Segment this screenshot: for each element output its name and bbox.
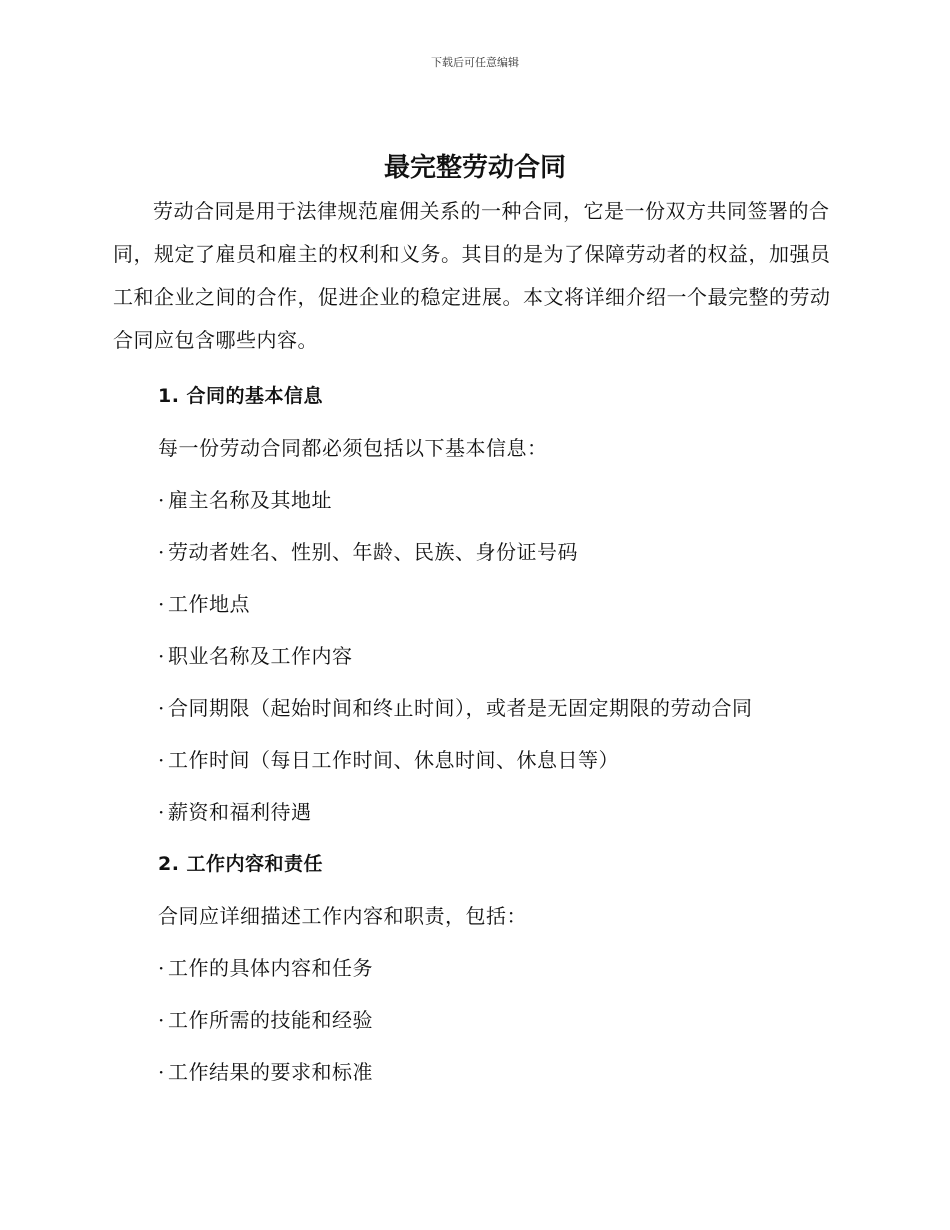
- list-item-text: 合同期限（起始时间和终止时间），或者是无固定期限的劳动合同: [168, 696, 753, 720]
- bullet-mark: ·: [158, 800, 165, 824]
- bullet-mark: ·: [158, 592, 165, 616]
- list-item: [158, 578, 858, 630]
- bullet-mark: ·: [158, 696, 165, 720]
- list-item-text: 工作地点: [168, 592, 250, 616]
- document-body: [158, 370, 858, 1098]
- bullet-mark: ·: [158, 644, 165, 668]
- list-item-text: 劳动者姓名、性别、年龄、民族、身份证号码: [168, 540, 578, 564]
- list-item-text: 薪资和福利待遇: [168, 800, 312, 824]
- list-item-text: 工作的具体内容和任务: [168, 956, 373, 980]
- bullet-mark: ·: [158, 748, 165, 772]
- list-item: [158, 630, 858, 682]
- list-item: [158, 1046, 858, 1098]
- list-item-text: 工作结果的要求和标准: [168, 1060, 373, 1084]
- list-item: [158, 526, 858, 578]
- bullet-mark: ·: [158, 956, 165, 980]
- intro-paragraph: 劳动合同是用于法律规范雇佣关系的一种合同，它是一份双方共同签署的合同，规定了雇员和雇主的权利和义务。其目的是为了保障劳动者的权益，加强员工和企业之间的合作，促进企业的稳定进展。本文将详细介绍一个最完整的劳动合同应包含哪些内容。: [113, 199, 831, 352]
- list-item: [158, 942, 858, 994]
- bullet-mark: ·: [158, 540, 165, 564]
- list-item-text: 工作所需的技能和经验: [168, 1008, 373, 1032]
- list-item: [158, 682, 858, 734]
- section-1-heading: 1. 合同的基本信息: [158, 385, 324, 407]
- section-1-lead: 每一份劳动合同都必须包括以下基本信息：: [158, 436, 548, 460]
- list-item: [158, 786, 858, 838]
- bullet-mark: ·: [158, 488, 165, 512]
- bullet-mark: ·: [158, 1060, 165, 1084]
- list-item-text: 雇主名称及其地址: [168, 488, 332, 512]
- page-header-note: 下载后可任意编辑: [431, 56, 519, 69]
- list-item: [158, 994, 858, 1046]
- bullet-mark: ·: [158, 1008, 165, 1032]
- list-item-text: 工作时间（每日工作时间、休息时间、休息日等）: [168, 748, 619, 772]
- list-item: [158, 734, 858, 786]
- section-2-lead: 合同应详细描述工作内容和职责，包括：: [158, 904, 527, 928]
- list-item: [158, 474, 858, 526]
- list-item-text: 职业名称及工作内容: [168, 644, 353, 668]
- document-title: 最完整劳动合同: [383, 153, 566, 183]
- section-2-heading: 2. 工作内容和责任: [158, 853, 324, 875]
